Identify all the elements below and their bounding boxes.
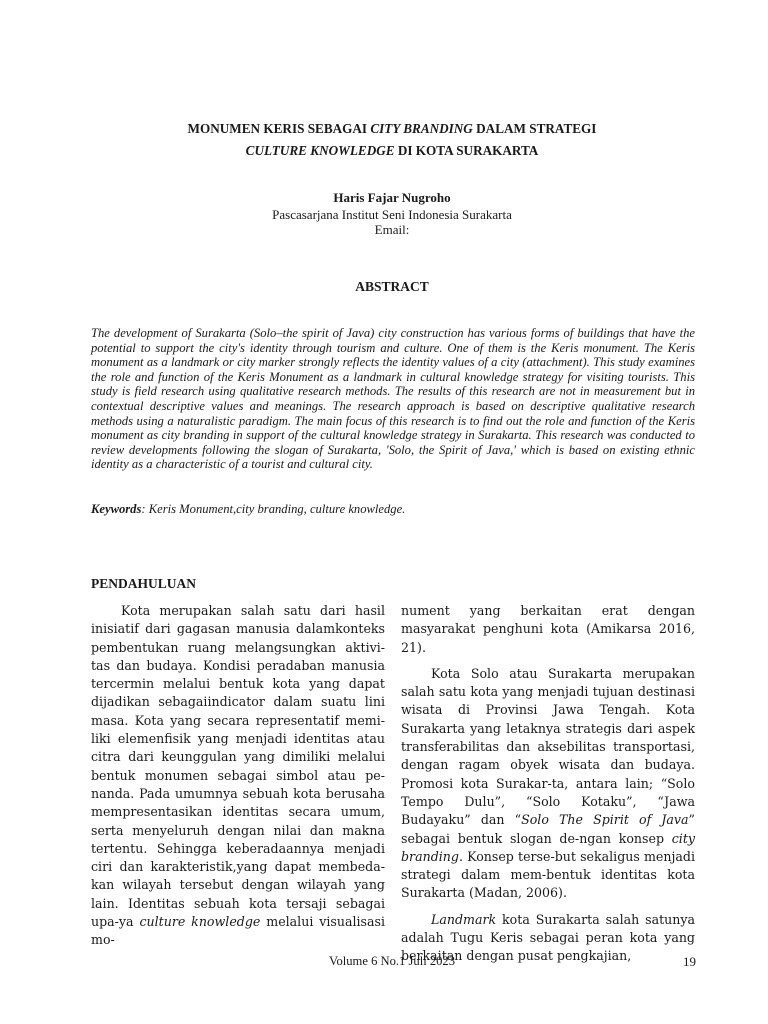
keywords-text: : Keris Monument,city branding, culture knowledge. [141,502,406,516]
paragraph [401,665,695,903]
paper-title-line-2 [90,140,694,162]
paper-title-line-1 [90,118,694,140]
paragraph-text: kota Surakarta salah satunya adalah Tugu Keris sebagai peran kota yang berkaitan dengan pusat pengkajian, [401,911,695,964]
abstract-heading: ABSTRACT [355,279,429,294]
abstract-body: The development of Surakarta (Solo–the spirit of Java) city construction has various forms of buildings that have the potential to support the city's identity through tourism and culture. One of them is the Keris monument. The Keris monument as a landmark or city marker strongly reflects the identity values of a city (attachment). This study examines the role and function of the Keris Monument as a landmark in cultural knowledge strategy for visiting tourists. This study is field research using qualitative research methods. The results of this research are not in measurement but in contextual descriptive values and meanings. The research approach is based on descriptive qualitative research methods using a naturalistic paradigm. The main focus of this research is to find out the role and function of the Keris monument as city branding in support of the cultural knowledge strategy in Surakarta. This research was conducted to review developments following the slogan of Surakarta, 'Solo, the Spirit of Java,' which is based on existing ethnic identity as a characteristic of a tourist and cultural city. [91,326,695,472]
title-text: MONUMEN KERIS SEBAGAI [187,121,371,136]
author-name: Haris Fajar Nugroho [333,190,451,205]
section-heading: PENDAHULUAN [91,576,197,591]
keywords [91,502,695,517]
keywords-label: Keywords [91,502,142,516]
paragraph-text: melalui visualisasi mo- [91,914,385,948]
paragraph-continued: nument yang berkaitan erat dengan masyarakat penghuni kota (Amikarsa 2016, 21). [401,603,695,655]
paragraph-text: Kota Solo atau Surakarta merupakan salah satu kota yang menjadi tujuan destinasi wisata di Provinsi Jawa Tengah. Kota Surakarta yang letaknya strategis dari aspek transferabilitas dan aksebilitas transportasi, dengan ragam obyek wisata dan budaya. Promosi kota Surakar-ta, antara lain; “Solo Tempo Dulu”, “Solo Kotaku”, “Jawa Budayaku” dan “ [401,665,695,828]
page-number: 19 [683,954,696,969]
paragraph [91,602,385,950]
paragraph-emphasis: culture knowledge [139,914,261,930]
paper-title [90,118,694,162]
title-text: DALAM STRATEGI [472,121,597,136]
paragraph-emphasis: city branding [401,830,695,864]
paragraph-text: Kota merupakan salah satu dari hasil inisiatif dari gagasan manusia dalamkonteks pembentukan ruang melangsungkan aktivi-tas dan budaya. Kondisi peradaban manusia tercermin melalui bentuk kota yang dapat dijadikan sebagaiindicator dalam suatu lini masa. Kota yang secara representatif memi-liki elemenfisik yang menjadi identitas atau citra dari keunggulan yang dimiliki melalui bentuk monumen sebagai simbol atau pe-nanda. Pada umumnya sebuah kota berusaha mempresentasikan identitas secara umum, serta menyeluruh dengan nilai dan makna tertentu. Sehingga keberadaannya menjadi ciri dan karakteristik,yang dapat membeda-kan wilayah tersebut dengan wilayah yang lain. Identitas sebuah kota tersaji sebagai upa-ya [91,603,385,930]
author-email: Email: [374,222,410,237]
title-emphasis: CULTURE KNOWLEDGE [245,143,395,158]
title-emphasis: CITY BRANDING [370,121,473,136]
right-column [401,602,695,966]
left-column [91,602,385,950]
author-affiliation: Pascasarjana Institut Seni Indonesia Surakarta [272,207,512,222]
paragraph-emphasis: Landmark [431,911,497,927]
paragraph-text: . Konsep terse-but sekaligus menjadi strategi dalam mem-bentuk identitas kota Surakarta (Madan, 2006). [401,848,695,901]
paragraph-text: ” sebagai bentuk slogan de-ngan konsep [401,812,695,846]
paragraph-emphasis: Solo The Spirit of Java [521,812,689,828]
title-text: DI KOTA SURAKARTA [394,143,539,158]
footer-volume: Volume 6 No.1 Juli 2023 [328,954,456,968]
